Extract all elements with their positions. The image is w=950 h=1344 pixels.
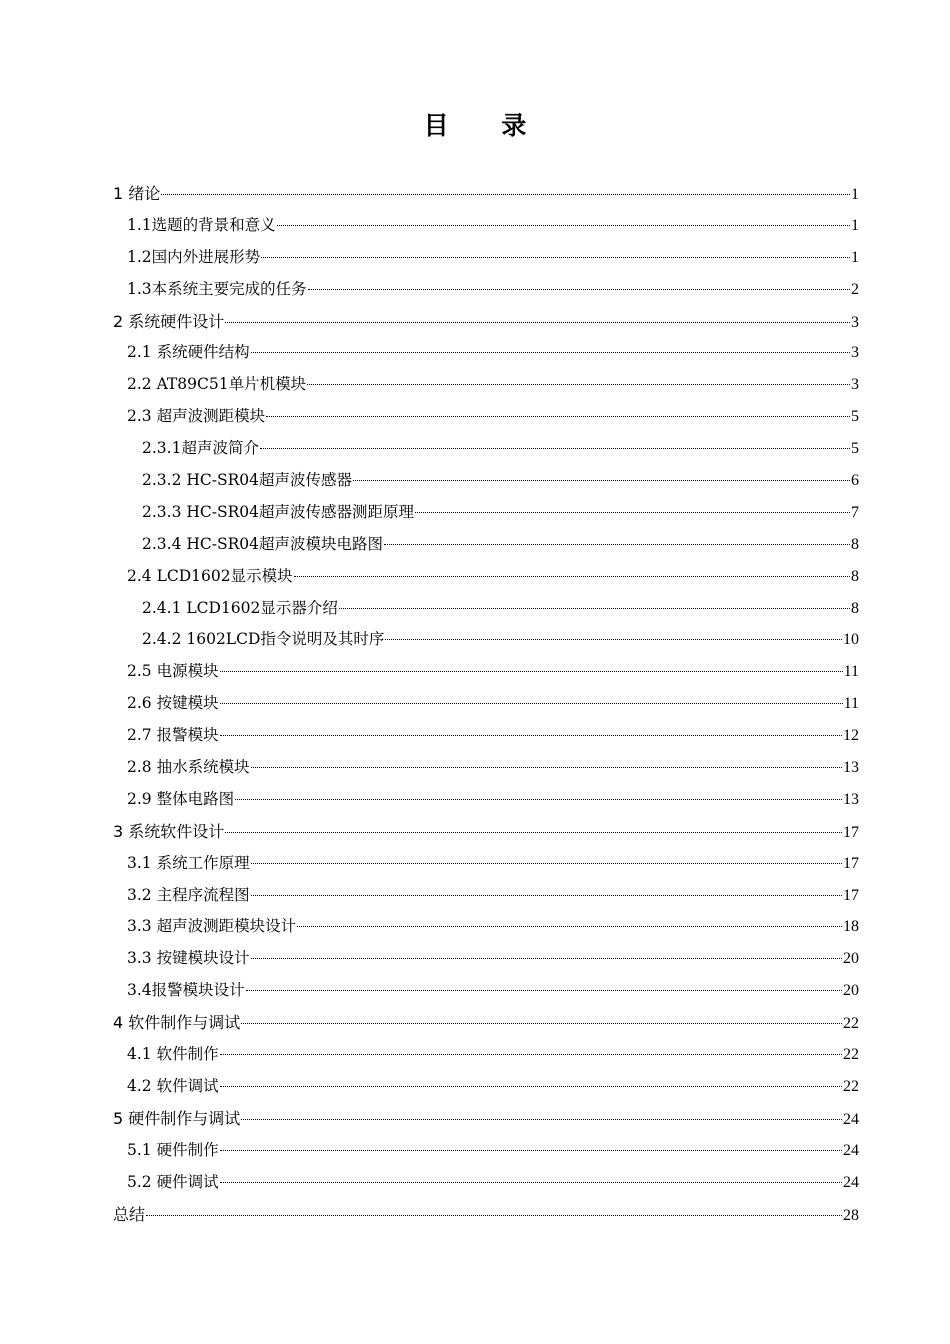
- toc-entry-page-number: 18: [843, 918, 859, 936]
- toc-entry[interactable]: [113, 561, 859, 593]
- toc-entry-page-number: 13: [843, 790, 859, 808]
- toc-dot-leader: [297, 926, 842, 927]
- toc-dot-leader: [235, 799, 842, 800]
- toc-entry-page-number: 11: [843, 663, 859, 681]
- toc-entry[interactable]: [113, 752, 859, 784]
- toc-dot-leader: [415, 512, 850, 513]
- toc-entry[interactable]: [113, 593, 859, 625]
- toc-entry-page-number: 3: [851, 313, 859, 331]
- toc-entry[interactable]: [113, 656, 859, 688]
- toc-entry-title: 2.6 按键模块: [127, 694, 219, 713]
- toc-entry-page-number: 28: [843, 1206, 859, 1224]
- toc-entry-page-number: 2: [851, 280, 859, 298]
- toc-entry[interactable]: [113, 1007, 859, 1039]
- toc-entry-page-number: 22: [843, 1077, 859, 1095]
- toc-dot-leader: [246, 990, 842, 991]
- toc-entry-title: 2.4.1 LCD1602显示器介绍: [142, 598, 338, 617]
- toc-entry[interactable]: [113, 306, 859, 338]
- toc-entry[interactable]: [113, 784, 859, 816]
- toc-entry-page-number: 22: [843, 1015, 859, 1033]
- toc-entry[interactable]: [113, 465, 859, 497]
- toc-dot-leader: [260, 448, 850, 449]
- toc-dot-leader: [161, 194, 850, 195]
- toc-entry[interactable]: [113, 1135, 859, 1167]
- toc-entry[interactable]: [113, 1167, 859, 1199]
- toc-entry-page-number: 3: [851, 376, 859, 394]
- toc-entry[interactable]: [113, 178, 859, 210]
- toc-entry[interactable]: [113, 242, 859, 274]
- toc-entry-title: 3 系统软件设计: [113, 821, 225, 841]
- toc-entry-title: 2.9 整体电路图: [127, 789, 235, 808]
- toc-entry-page-number: 7: [851, 503, 859, 521]
- toc-entry-title: 2.3.3 HC-SR04超声波传感器测距原理: [142, 502, 414, 521]
- toc-entry[interactable]: [113, 911, 859, 943]
- toc-entry-title: 5.1 硬件制作: [127, 1140, 219, 1159]
- toc-entry-page-number: 10: [843, 631, 859, 649]
- toc-entry-page-number: 6: [851, 472, 859, 490]
- toc-entry-page-number: 12: [843, 727, 859, 745]
- toc-dot-leader: [220, 1086, 842, 1087]
- toc-entry-title: 2.2 AT89C51单片机模块: [127, 375, 307, 394]
- toc-entry-page-number: 1: [851, 186, 859, 203]
- toc-entry-title: 2.4.2 1602LCD指令说明及其时序: [142, 630, 385, 649]
- toc-entry-title: 1.2国内外进展形势: [127, 247, 261, 266]
- toc-entry[interactable]: [113, 210, 859, 242]
- toc-entry[interactable]: [113, 688, 859, 720]
- toc-dot-leader: [220, 735, 842, 736]
- toc-entry[interactable]: [113, 975, 859, 1007]
- toc-entry-page-number: 17: [843, 886, 859, 904]
- toc-entry-title: 2.5 电源模块: [127, 662, 219, 681]
- toc-entry[interactable]: [113, 624, 859, 656]
- toc-entry-page-number: 17: [843, 854, 859, 872]
- toc-entry[interactable]: [113, 1039, 859, 1071]
- toc-entry[interactable]: [113, 1071, 859, 1103]
- toc-entry-page-number: 24: [843, 1141, 859, 1159]
- toc-entry-page-number: 20: [843, 982, 859, 1000]
- toc-entry-title: 2 系统硬件设计: [113, 311, 225, 331]
- toc-entry-title: 3.2 主程序流程图: [127, 885, 250, 904]
- toc-title: 目 录: [423, 111, 549, 140]
- toc-entry-title: 2.1 系统硬件结构: [127, 343, 250, 362]
- toc-entry-page-number: 3: [851, 344, 859, 362]
- toc-entry-title: 1.3本系统主要完成的任务: [127, 279, 307, 298]
- toc-entry-page-number: 17: [843, 823, 859, 841]
- toc-entry-title: 2.3.1超声波简介: [142, 439, 259, 458]
- toc-entry-page-number: 8: [851, 535, 859, 553]
- toc-entry[interactable]: [113, 337, 859, 369]
- toc-entry[interactable]: [113, 848, 859, 880]
- toc-dot-leader: [384, 544, 850, 545]
- toc-dot-leader: [220, 1182, 842, 1183]
- toc-entry[interactable]: [113, 943, 859, 975]
- toc-dot-leader: [220, 1150, 842, 1151]
- toc-dot-leader: [220, 671, 843, 672]
- toc-entry-page-number: 13: [843, 759, 859, 777]
- toc-entry-title: 3.1 系统工作原理: [127, 853, 250, 872]
- toc-entry[interactable]: [113, 401, 859, 433]
- toc-entry-title: 4 软件制作与调试: [113, 1013, 241, 1033]
- toc-entry-title: 2.7 报警模块: [127, 726, 219, 745]
- toc-entry[interactable]: [113, 369, 859, 401]
- toc-dot-leader: [220, 703, 843, 704]
- toc-dot-leader: [308, 289, 850, 290]
- table-of-contents: [113, 178, 859, 1230]
- toc-entry-title: 2.4 LCD1602显示模块: [127, 566, 293, 585]
- toc-entry[interactable]: [113, 274, 859, 306]
- toc-entry[interactable]: [113, 1199, 859, 1231]
- toc-entry-title: 3.3 超声波测距模块设计: [127, 917, 297, 936]
- toc-entry-page-number: 8: [851, 567, 859, 585]
- toc-entry-page-number: 24: [843, 1110, 859, 1128]
- toc-dot-leader: [307, 384, 850, 385]
- toc-entry-page-number: 20: [843, 950, 859, 968]
- toc-dot-leader: [266, 416, 850, 417]
- toc-dot-leader: [251, 767, 842, 768]
- toc-dot-leader: [251, 352, 850, 353]
- toc-entry-page-number: 24: [843, 1173, 859, 1191]
- toc-entry[interactable]: [113, 1103, 859, 1135]
- toc-dot-leader: [241, 1023, 842, 1024]
- toc-entry-title: 2.8 抽水系统模块: [127, 758, 250, 777]
- toc-entry-title: 2.3.4 HC-SR04超声波模块电路图: [142, 534, 383, 553]
- toc-entry-title: 3.3 按键模块设计: [127, 949, 250, 968]
- toc-entry-title: 总结: [113, 1204, 146, 1224]
- toc-dot-leader: [277, 225, 850, 226]
- toc-dot-leader: [385, 639, 842, 640]
- toc-dot-leader: [353, 480, 850, 481]
- toc-entry-title: 4.2 软件调试: [127, 1076, 219, 1095]
- toc-entry-title: 5 硬件制作与调试: [113, 1108, 241, 1128]
- toc-dot-leader: [339, 608, 850, 609]
- toc-entry-title: 4.1 软件制作: [127, 1045, 219, 1064]
- toc-entry[interactable]: [113, 880, 859, 912]
- toc-entry-page-number: 1: [851, 216, 859, 234]
- toc-entry-page-number: 5: [851, 408, 859, 426]
- toc-dot-leader: [146, 1215, 842, 1216]
- toc-entry-page-number: 1: [851, 248, 859, 266]
- toc-entry[interactable]: [113, 720, 859, 752]
- toc-entry-title: 2.3.2 HC-SR04超声波传感器: [142, 471, 352, 490]
- toc-dot-leader: [251, 895, 842, 896]
- toc-entry-page-number: 8: [851, 599, 859, 617]
- toc-dot-leader: [241, 1119, 842, 1120]
- toc-dot-leader: [251, 863, 842, 864]
- toc-entry-page-number: 22: [843, 1046, 859, 1064]
- toc-dot-leader: [225, 322, 850, 323]
- toc-entry[interactable]: [113, 529, 859, 561]
- toc-entry-title: 2.3 超声波测距模块: [127, 407, 266, 426]
- toc-entry-page-number: 11: [843, 695, 859, 713]
- toc-entry[interactable]: [113, 433, 859, 465]
- toc-entry-title: 1 绪论: [113, 184, 161, 203]
- toc-entry[interactable]: [113, 497, 859, 529]
- toc-entry-title: 1.1选题的背景和意义: [127, 215, 276, 234]
- toc-entry-title: 5.2 硬件调试: [127, 1172, 219, 1191]
- toc-dot-leader: [251, 958, 842, 959]
- toc-entry[interactable]: [113, 816, 859, 848]
- toc-dot-leader: [261, 257, 850, 258]
- toc-dot-leader: [294, 576, 850, 577]
- toc-entry-title: 3.4报警模块设计: [127, 981, 245, 1000]
- toc-dot-leader: [220, 1054, 842, 1055]
- toc-entry-page-number: 5: [851, 440, 859, 458]
- toc-dot-leader: [225, 832, 842, 833]
